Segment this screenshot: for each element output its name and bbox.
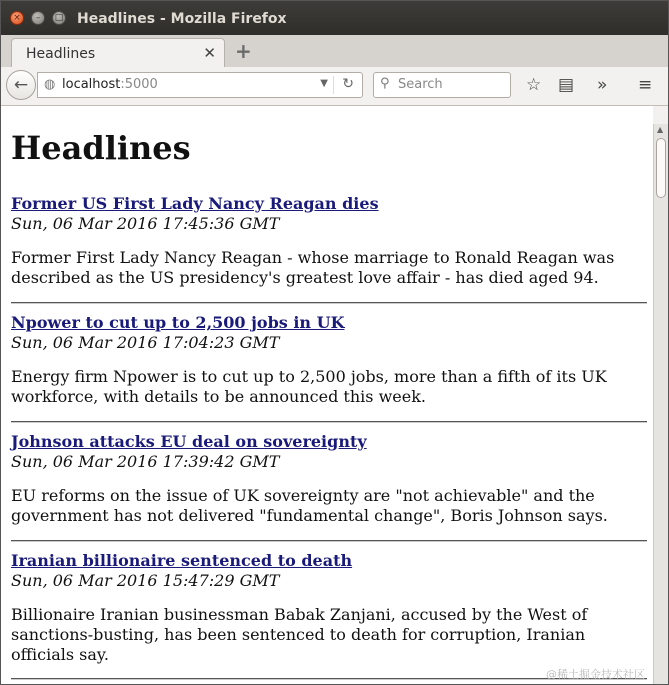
reload-icon[interactable]: ↻: [342, 76, 354, 92]
article-title-link[interactable]: Former US First Lady Nancy Reagan dies: [11, 194, 379, 213]
article-date: Sun, 06 Mar 2016 17:04:23 GMT: [11, 333, 280, 352]
url-separator: [333, 76, 334, 94]
clipboard-icon[interactable]: ▤: [558, 75, 575, 95]
vertical-scrollbar[interactable]: [653, 124, 668, 684]
navigation-toolbar: [1, 67, 668, 106]
window-title: Headlines - Mozilla Firefox: [77, 11, 287, 27]
search-bar[interactable]: [373, 72, 511, 98]
back-arrow-icon: ←: [13, 75, 29, 95]
article-divider: [11, 302, 647, 304]
url-bar[interactable]: [37, 72, 363, 98]
page-heading: Headlines: [11, 129, 191, 167]
article-date: Sun, 06 Mar 2016 17:39:42 GMT: [11, 452, 280, 471]
overflow-chevron-icon[interactable]: »: [597, 75, 608, 95]
article-summary: Billionaire Iranian businessman Babak Zanjani, accused by the West of sanctions-busting, has been sentenced to death for corruption, Iranian officials say.: [11, 605, 588, 664]
article-divider: [11, 421, 647, 423]
article-title-link[interactable]: Npower to cut up to 2,500 jobs in UK: [11, 313, 345, 332]
article-summary: Energy firm Npower is to cut up to 2,500 jobs, more than a fifth of its UK workforce, with details to be announced this week.: [11, 367, 607, 406]
back-button[interactable]: [6, 70, 36, 100]
tab-strip: [1, 35, 668, 67]
maximize-window-button[interactable]: □: [52, 11, 66, 25]
scrollbar-thumb[interactable]: [656, 138, 666, 198]
article-item: [11, 432, 647, 526]
article-title-link[interactable]: Johnson attacks EU deal on sovereignty: [11, 432, 367, 451]
tab-close-icon[interactable]: ✕: [203, 44, 216, 62]
new-tab-icon[interactable]: +: [235, 39, 252, 63]
article-date: Sun, 06 Mar 2016 15:47:29 GMT: [11, 571, 280, 590]
tab-label: Headlines: [26, 46, 96, 62]
article-item: [11, 194, 647, 288]
globe-icon: ◍: [44, 77, 56, 92]
url-dropdown-icon[interactable]: ▼: [320, 78, 328, 89]
article-item: [11, 313, 647, 407]
watermark: @稀土掘金技术社区: [546, 668, 645, 681]
url-text[interactable]: [62, 77, 158, 92]
article-title-link[interactable]: Iranian billionaire sentenced to death: [11, 551, 353, 570]
minimize-window-button[interactable]: –: [31, 11, 45, 25]
url-port: :5000: [120, 77, 158, 92]
article-divider: [11, 540, 647, 542]
article-item: [11, 551, 647, 665]
search-icon: ⚲: [380, 76, 390, 91]
menu-icon[interactable]: ≡: [638, 75, 653, 95]
tab-headlines[interactable]: [11, 38, 225, 68]
article-summary: EU reforms on the issue of UK sovereignty are "not achievable" and the government has not delivered "fundamental change", Boris Johnson says.: [11, 486, 608, 525]
article-date: Sun, 06 Mar 2016 17:45:36 GMT: [11, 214, 280, 233]
title-bar: [1, 1, 668, 35]
close-window-button[interactable]: ×: [10, 11, 24, 25]
search-placeholder: Search: [398, 77, 443, 92]
article-summary: Former First Lady Nancy Reagan - whose marriage to Ronald Reagan was described as the US presidency's greatest love affair - has died aged 94.: [11, 248, 615, 287]
url-host: localhost: [62, 77, 121, 92]
scroll-up-icon[interactable]: ▲: [657, 125, 664, 134]
page-content: [1, 106, 653, 685]
bookmark-star-icon[interactable]: ☆: [526, 75, 542, 95]
